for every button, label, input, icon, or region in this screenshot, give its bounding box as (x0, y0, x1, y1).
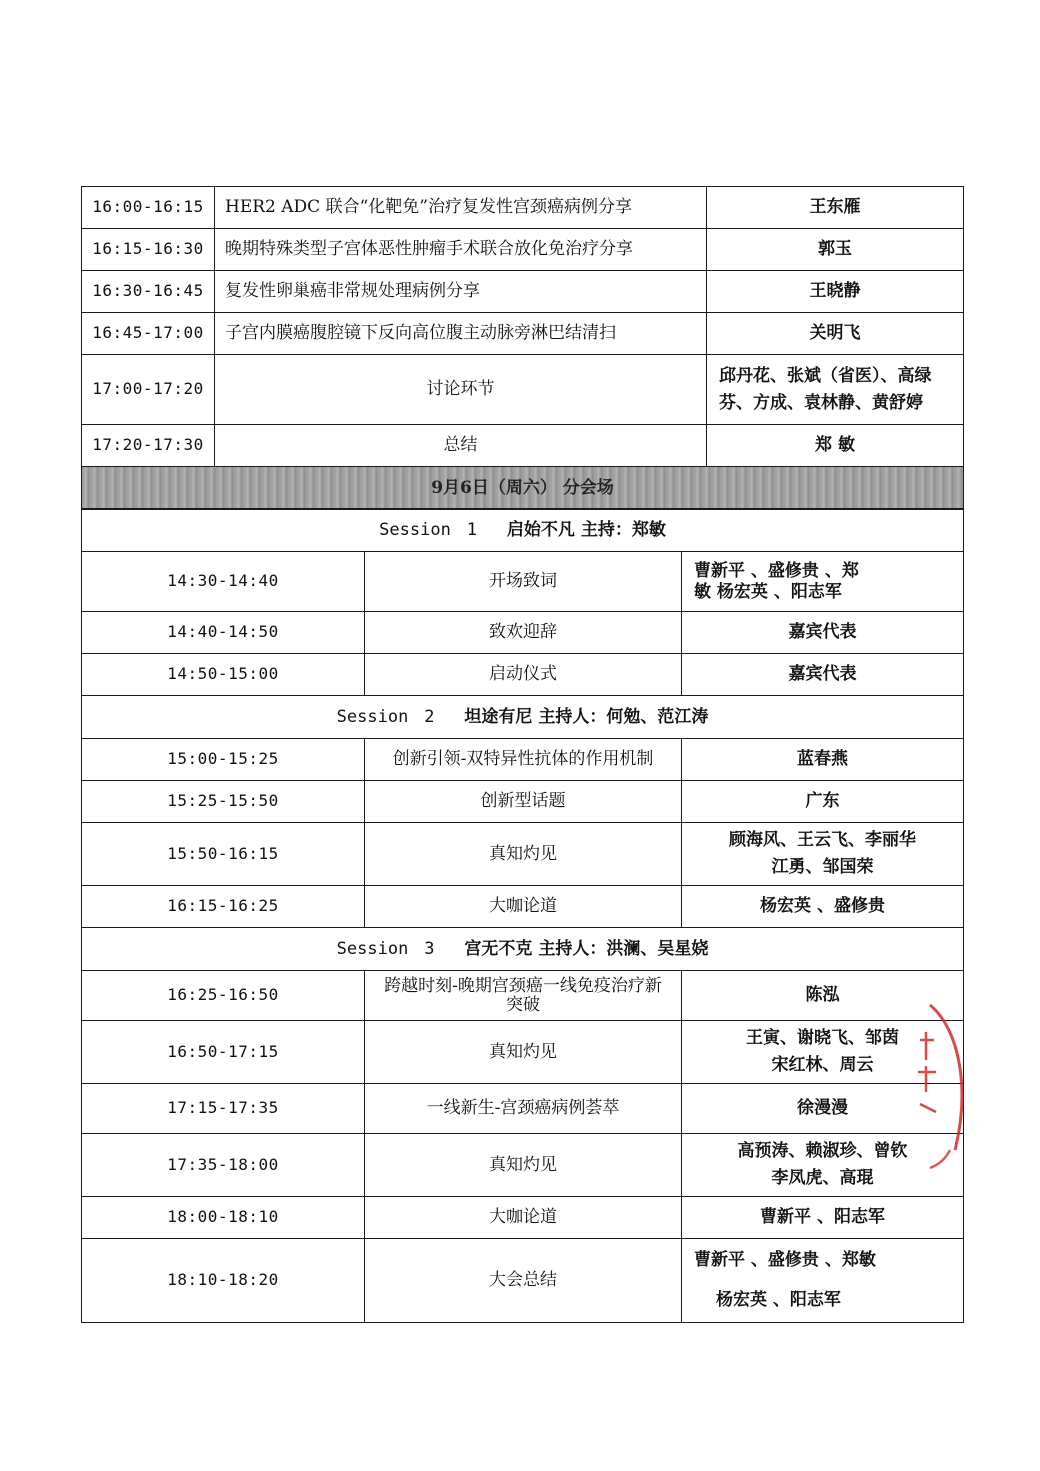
speaker-cell: 蓝春燕 (682, 739, 964, 781)
time-cell: 14:40-14:50 (82, 612, 365, 654)
speaker-cell: 关明飞 (707, 313, 964, 355)
day-header: 9月6日（周六） 分会场 (82, 467, 964, 510)
speaker-cell (707, 355, 964, 425)
time-cell: 16:25-16:50 (82, 971, 365, 1021)
speaker-line: 高预涛、赖淑珍、曾钦 (737, 1140, 908, 1161)
speaker-cell: 杨宏英 、盛修贵 (682, 886, 964, 928)
topic-cell: 真知灼见 (365, 1021, 682, 1084)
topic-cell: 子宫内膜癌腹腔镜下反向高位腹主动脉旁淋巴结清扫 (215, 313, 707, 355)
speaker-cell: 陈泓 (682, 971, 964, 1021)
session-number: 1 (466, 519, 477, 540)
topic-cell: 启动仪式 (365, 654, 682, 696)
session-row (82, 928, 964, 971)
schedule-table-top (81, 186, 964, 510)
table-row (82, 612, 964, 654)
speaker-line: 曹新平 、盛修贵 、郑敏 (694, 1250, 876, 1271)
time-cell: 15:00-15:25 (82, 739, 365, 781)
session-row (82, 509, 964, 552)
session-1-title (82, 509, 964, 552)
speaker-line: 敏 杨宏英 、阳志军 (694, 581, 842, 602)
session-2-title (82, 696, 964, 739)
time-cell: 14:50-15:00 (82, 654, 365, 696)
topic-cell: 致欢迎辞 (365, 612, 682, 654)
speaker-cell: 徐漫漫 (682, 1084, 964, 1134)
topic-cell: 讨论环节 (215, 355, 707, 425)
time-cell: 18:10-18:20 (82, 1239, 365, 1323)
table-row (82, 229, 964, 271)
time-cell: 16:00-16:15 (82, 187, 215, 229)
table-row (82, 1021, 964, 1084)
time-cell: 16:15-16:30 (82, 229, 215, 271)
speaker-line: 李凤虎、高琨 (771, 1168, 874, 1188)
time-cell: 17:15-17:35 (82, 1084, 365, 1134)
table-row (82, 552, 964, 612)
topic-line: 突破 (506, 994, 540, 1015)
session-3-title (82, 928, 964, 971)
table-row (82, 271, 964, 313)
speaker-cell: 曹新平 、阳志军 (682, 1197, 964, 1239)
speaker-cell: 王东雁 (707, 187, 964, 229)
table-row (82, 313, 964, 355)
session-number: 2 (424, 706, 435, 727)
table-row (82, 971, 964, 1021)
table-row (82, 781, 964, 823)
time-cell: 18:00-18:10 (82, 1197, 365, 1239)
session-heading: 坦途有尼 主持人：何勉、范江涛 (464, 706, 709, 727)
time-cell: 16:15-16:25 (82, 886, 365, 928)
speaker-line: 芬、方成、袁林静、黄舒婷 (719, 392, 923, 413)
topic-cell: HER2 ADC 联合“化靶免”治疗复发性宫颈癌病例分享 (215, 187, 707, 229)
topic-cell (365, 971, 682, 1021)
speaker-line: 顾海风、王云飞、李丽华 (729, 829, 916, 850)
table-row (82, 1239, 964, 1323)
table-row (82, 355, 964, 425)
speaker-line: 江勇、邹国荣 (771, 857, 874, 877)
topic-cell: 大咖论道 (365, 1197, 682, 1239)
session-word: Session (336, 938, 409, 959)
topic-cell: 复发性卵巢癌非常规处理病例分享 (215, 271, 707, 313)
topic-cell: 开场致词 (365, 552, 682, 612)
time-cell: 15:50-16:15 (82, 823, 365, 886)
time-cell: 17:20-17:30 (82, 425, 215, 467)
speaker-line: 王寅、谢晓飞、邹茵 (746, 1027, 899, 1048)
speaker-line: 杨宏英 、阳志军 (716, 1289, 841, 1310)
speaker-cell (682, 823, 964, 886)
session-word: Session (379, 519, 451, 540)
table-row (82, 1084, 964, 1134)
topic-cell: 一线新生-宫颈癌病例荟萃 (365, 1084, 682, 1134)
speaker-cell (682, 552, 964, 612)
speaker-cell: 广东 (682, 781, 964, 823)
table-row (82, 739, 964, 781)
session-heading: 宫无不克 主持人：洪澜、吴星娆 (464, 938, 709, 959)
speaker-cell: 郭玉 (707, 229, 964, 271)
topic-line: 跨越时刻-晚期宫颈癌一线免疫治疗新 (384, 975, 662, 996)
topic-cell: 创新型话题 (365, 781, 682, 823)
session-word: Session (336, 706, 409, 727)
table-row (82, 886, 964, 928)
schedule-table-sessions (81, 508, 964, 1323)
speaker-cell: 郑 敏 (707, 425, 964, 467)
speaker-cell: 王晓静 (707, 271, 964, 313)
speaker-line: 曹新平 、盛修贵 、郑 (694, 561, 859, 582)
time-cell: 14:30-14:40 (82, 552, 365, 612)
time-cell: 16:45-17:00 (82, 313, 215, 355)
speaker-cell: 嘉宾代表 (682, 654, 964, 696)
table-row (82, 654, 964, 696)
speaker-cell (682, 1134, 964, 1197)
speaker-line: 宋红林、周云 (771, 1055, 874, 1075)
speaker-line: 邱丹花、张斌（省医）、高绿 (719, 366, 932, 387)
time-cell: 15:25-15:50 (82, 781, 365, 823)
time-cell: 16:50-17:15 (82, 1021, 365, 1084)
session-number: 3 (424, 938, 435, 959)
table-row (82, 823, 964, 886)
speaker-cell: 嘉宾代表 (682, 612, 964, 654)
time-cell: 16:30-16:45 (82, 271, 215, 313)
topic-cell: 真知灼见 (365, 823, 682, 886)
speaker-cell (682, 1239, 964, 1323)
day-header-row (82, 467, 964, 510)
session-row (82, 696, 964, 739)
table-row (82, 187, 964, 229)
table-row (82, 1134, 964, 1197)
topic-cell: 创新引领-双特异性抗体的作用机制 (365, 739, 682, 781)
topic-cell: 大会总结 (365, 1239, 682, 1323)
topic-cell: 晚期特殊类型子宫体恶性肿瘤手术联合放化免治疗分享 (215, 229, 707, 271)
table-row (82, 425, 964, 467)
session-heading: 启始不凡 主持：郑敏 (506, 519, 666, 540)
table-row (82, 1197, 964, 1239)
time-cell: 17:35-18:00 (82, 1134, 365, 1197)
topic-cell: 大咖论道 (365, 886, 682, 928)
topic-cell: 真知灼见 (365, 1134, 682, 1197)
topic-cell: 总结 (215, 425, 707, 467)
speaker-cell (682, 1021, 964, 1084)
time-cell: 17:00-17:20 (82, 355, 215, 425)
